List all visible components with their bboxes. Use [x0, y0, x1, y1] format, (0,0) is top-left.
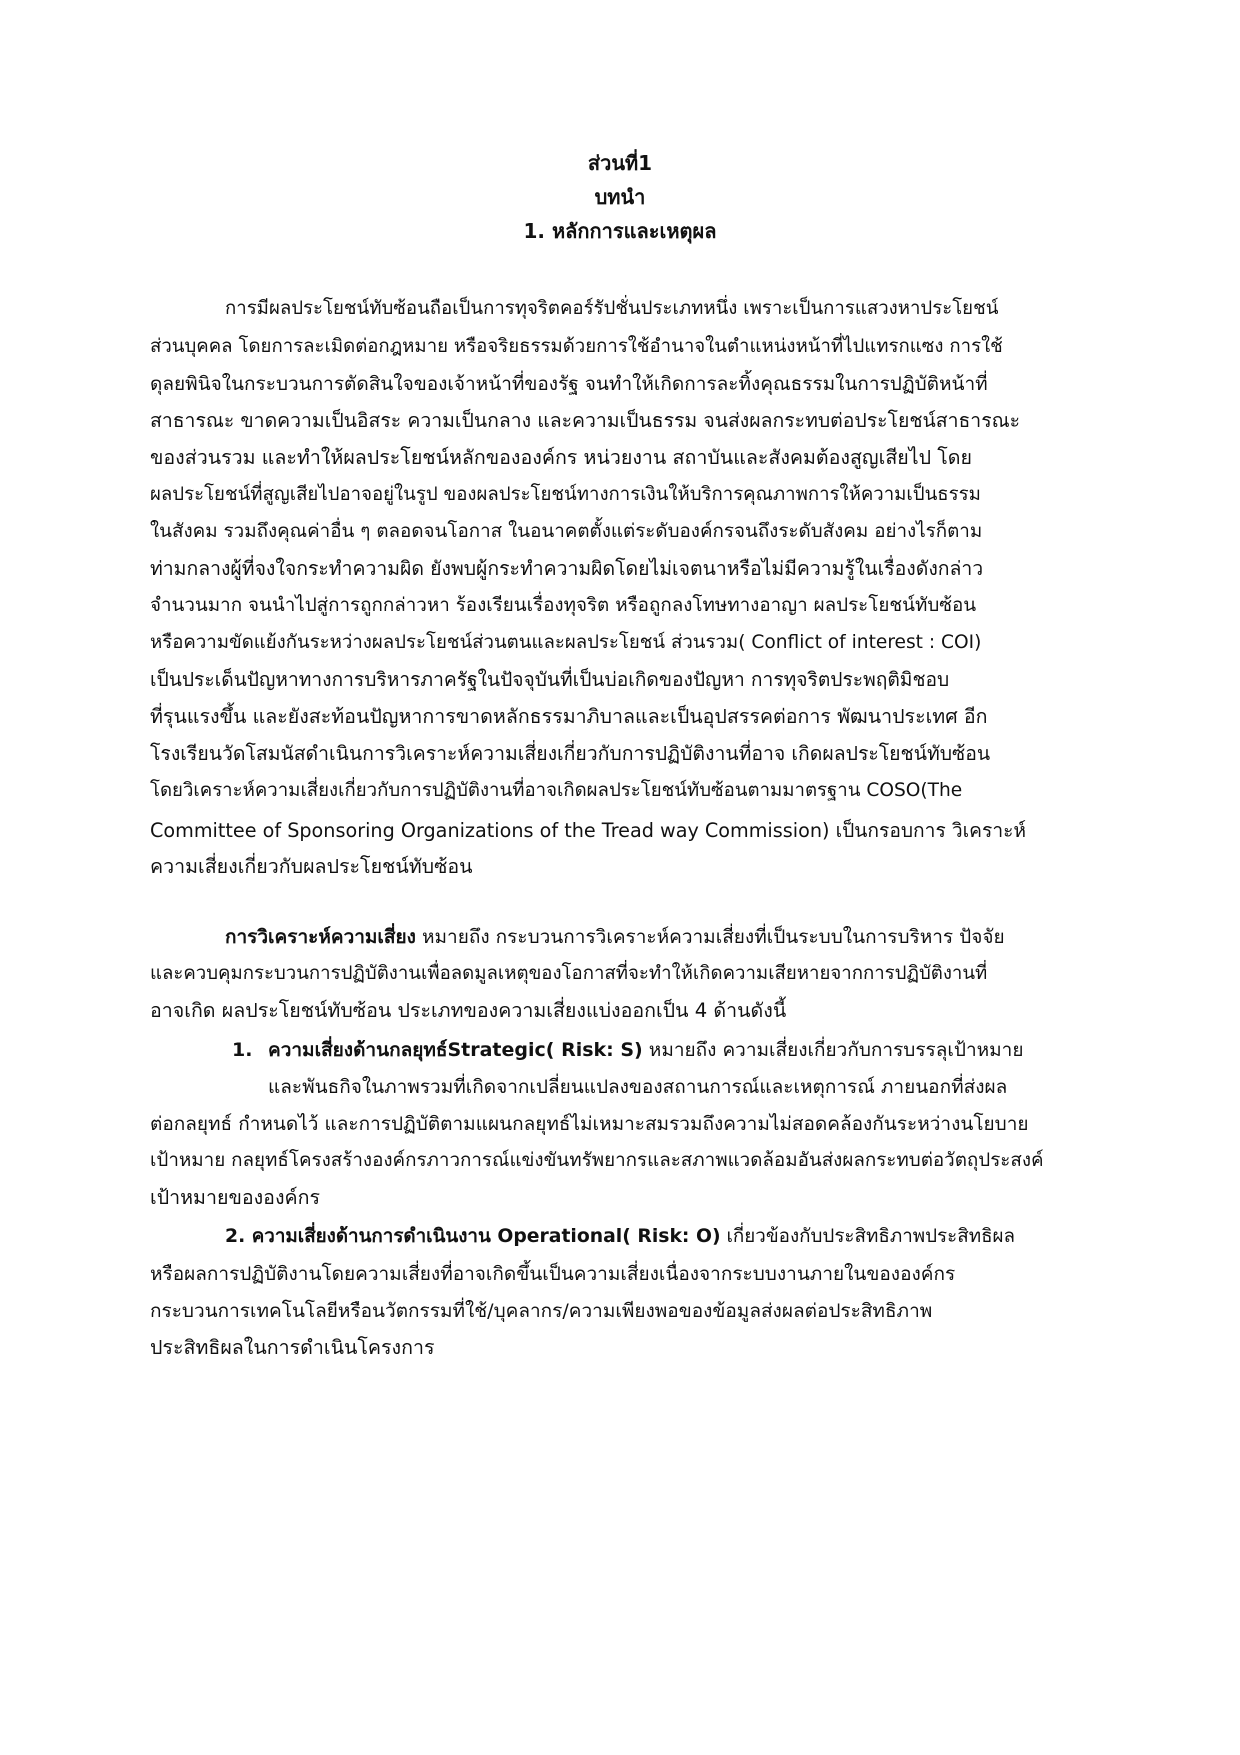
paragraph-line: เป้าหมายขององค์กร	[150, 1186, 321, 1209]
paragraph-line: ประสิทธิผลในการดำเนินโครงการ	[150, 1336, 435, 1359]
operational-risk-definition: เกี่ยวข้องกับประสิทธิภาพประสิทธิผล	[720, 1226, 1016, 1247]
paragraph-line	[268, 1035, 1023, 1065]
paragraph-line: เป้าหมาย กลยุทธ์โครงสร้างองค์กรภาวการณ์แข่งขันทรัพยากรและสภาพแวดล้อมอันส่งผลกระทบต่อวัตถุประสงค์	[150, 1150, 1044, 1171]
paragraph-line: ต่อกลยุทธ์ กำหนดไว้ และการปฏิบัติตามแผนกลยุทธ์ไม่เหมาะสมรวมถึงความไม่สอดคล้องกันระหว่างนโยบาย	[150, 1113, 1029, 1135]
risk-analysis-definition: หมายถึง กระบวนการวิเคราะห์ความเสี่ยงที่เป็นระบบในการบริหาร ปัจจัย	[415, 926, 1005, 948]
intro-heading: บทนำ	[594, 185, 646, 209]
paragraph-line: จำนวนมาก จนนำไปสู่การถูกกล่าวหา ร้องเรียนเรื่องทุจริต หรือถูกลงโทษทางอาญา ผลประโยชน์ทับซ้อน	[150, 595, 977, 616]
paragraph-line: หรือผลการปฏิบัติงานโดยความเสี่ยงที่อาจเกิดขึ้นเป็นความเสี่ยงเนื่องจากระบบงานภายในขององค์กร	[150, 1263, 956, 1285]
risk-analysis-term: การวิเคราะห์ความเสี่ยง	[225, 926, 416, 948]
list-number: 1.	[232, 1039, 253, 1061]
paragraph-line: และควบคุมกระบวนการปฏิบัติงานเพื่อลดมูลเหตุของโอกาสที่จะทำให้เกิดความเสียหายจากการปฏิบัติงานที่	[150, 963, 988, 984]
paragraph-line: โรงเรียนวัดโสมนัสดำเนินการวิเคราะห์ความเสี่ยงเกี่ยวกับการปฏิบัติงานที่อาจ เกิดผลประโยชน์ทับซ้อน	[150, 742, 991, 765]
strategic-risk-definition: หมายถึง ความเสี่ยงเกี่ยวกับการบรรลุเป้าหมาย	[642, 1039, 1024, 1061]
paragraph-line: Committee of Sponsoring Organizations of the Tread way Commission) เป็นกรอบการ วิเคราะห์	[150, 819, 1027, 842]
paragraph-line: หรือความขัดแย้งกันระหว่างผลประโยชน์ส่วนตนและผลประโยชน์ ส่วนรวม( Conflict of interest : COI)	[150, 632, 982, 653]
paragraph-line: สาธารณะ ขาดความเป็นอิสระ ความเป็นกลาง และความเป็นธรรม จนส่งผลกระทบต่อประโยชน์สาธารณะ	[150, 409, 1021, 432]
paragraph-line: ในสังคม รวมถึงคุณค่าอื่น ๆ ตลอดจนโอกาส ในอนาคตตั้งแต่ระดับองค์กรจนถึงระดับสังคม อย่างไรก็ตาม	[150, 521, 983, 542]
paragraph-line: และพันธกิจในภาพรวมที่เกิดจากเปลี่ยนแปลงของสถานการณ์และเหตุการณ์ ภายนอกที่ส่งผล	[268, 1076, 1008, 1098]
paragraph-line	[225, 922, 1005, 952]
paragraph-line: ส่วนบุคคล โดยการละเมิดต่อกฎหมาย หรือจริยธรรมด้วยการใช้อำนาจในตำแหน่งหน้าที่ไปแทรกแซง การใช้	[150, 336, 1003, 357]
paragraph-line: กระบวนการเทคโนโลยีหรือนวัตกรรมที่ใช้/บุคลากร/ความเพียงพอของข้อมูลส่งผลต่อประสิทธิภาพ	[150, 1300, 933, 1322]
section-heading: ส่วนที่1	[587, 151, 653, 175]
strategic-risk-term: ความเสี่ยงด้านกลยุทธ์Strategic( Risk: S)	[268, 1039, 643, 1061]
operational-risk-term: 2. ความเสี่ยงด้านการดำเนินงาน Operational( Risk: O)	[225, 1226, 721, 1247]
paragraph-line: ผลประโยชน์ที่สูญเสียไปอาจอยู่ในรูป ของผลประโยชน์ทางการเงินให้บริการคุณภาพการให้ความเป็นธรรม	[150, 484, 981, 505]
paragraph-line: เป็นประเด็นปัญหาทางการบริหารภาครัฐในปัจจุบันที่เป็นบ่อเกิดของปัญหา การทุจริตประพฤติมิชอบ	[150, 668, 950, 691]
paragraph-line: ที่รุนแรงขึ้น และยังสะท้อนปัญหาการขาดหลักธรรมาภิบาลและเป็นอุปสรรคต่อการ พัฒนาประเทศ อีก	[150, 705, 988, 728]
paragraph-line: ความเสี่ยงเกี่ยวกับผลประโยชน์ทับซ้อน	[150, 855, 473, 878]
paragraph-line: โดยวิเคราะห์ความเสี่ยงเกี่ยวกับการปฏิบัติงานที่อาจเกิดผลประโยชน์ทับซ้อนตามมาตรฐาน COSO(The	[150, 780, 963, 801]
paragraph-line: ดุลยพินิจในกระบวนการตัดสินใจของเจ้าหน้าที่ของรัฐ จนทำให้เกิดการละทิ้งคุณธรรมในการปฏิบัติหน้าที่	[150, 373, 988, 395]
paragraph-line: ของส่วนรวม และทำให้ผลประโยชน์หลักขององค์กร หน่วยงาน สถาบันและสังคมต้องสูญเสียไป โดย	[150, 446, 973, 469]
paragraph-line	[225, 1222, 1015, 1252]
paragraph-line: อาจเกิด ผลประโยชน์ทับซ้อน ประเภทของความเสี่ยงแบ่งออกเป็น 4 ด้านดังนี้	[150, 999, 787, 1022]
topic-heading: 1. หลักการและเหตุผล	[523, 219, 717, 243]
paragraph-line: ท่ามกลางผู้ที่จงใจกระทำความผิด ยังพบผู้กระทำความผิดโดยไม่เจตนาหรือไม่มีความรู้ในเรื่องดังกล่าว	[150, 557, 984, 580]
paragraph-line: การมีผลประโยชน์ทับซ้อนถือเป็นการทุจริตคอร์รัปชั่นประเภทหนึ่ง เพราะเป็นการแสวงหาประโยชน์	[225, 298, 999, 319]
